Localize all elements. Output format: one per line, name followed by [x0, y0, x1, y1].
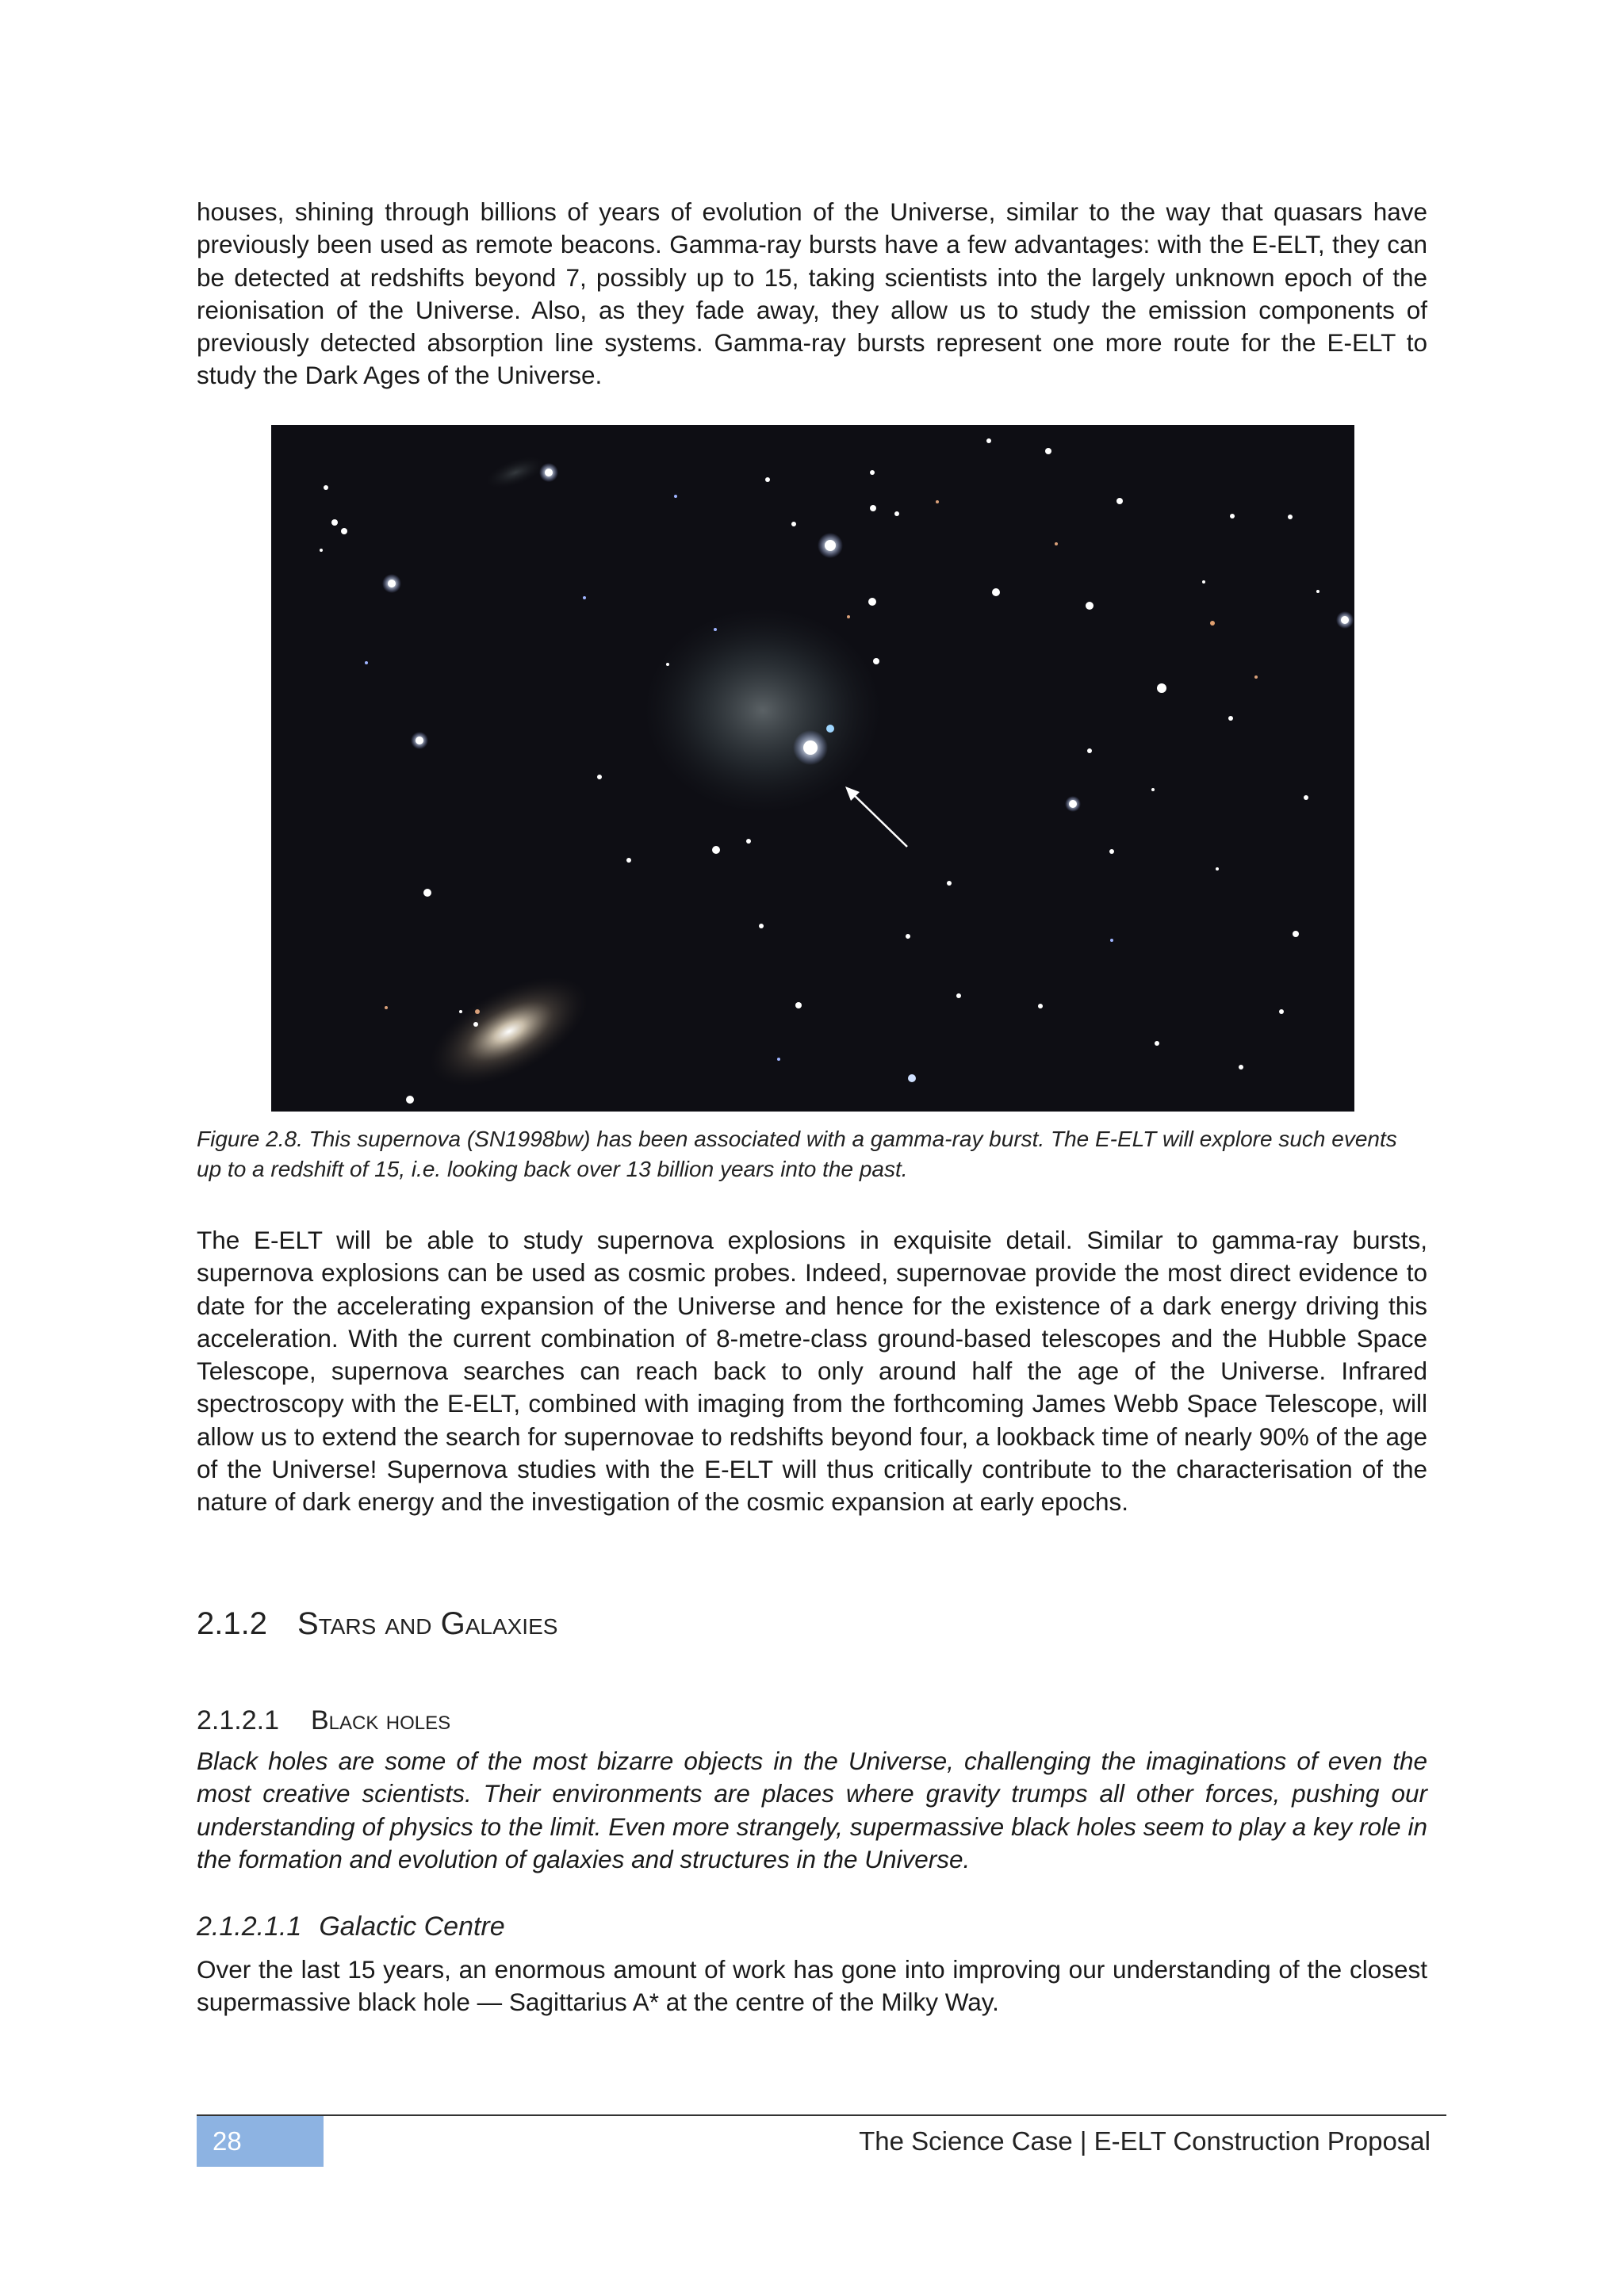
section-title: Stars and Galaxies — [297, 1606, 558, 1641]
paragraph-2-container — [197, 1224, 1427, 1519]
section-number: 2.1.2 — [197, 1606, 267, 1641]
host-galaxy — [644, 607, 882, 813]
paragraph-1-container — [197, 196, 1427, 392]
page-number: 28 — [213, 2126, 242, 2156]
figure-caption: Figure 2.8. This supernova (SN1998bw) has been associated with a gamma-ray burst. The E-ELT will explore such events up to a redshift of 15, i.e. looking back over 13 billion years into the past. — [197, 1127, 1397, 1181]
intro-paragraph-container — [197, 1745, 1427, 1876]
subsection-title: Black holes — [310, 1705, 451, 1735]
body-paragraph: The E-ELT will be able to study supernova explosions in exquisite detail. Similar to gamma-ray bursts, supernova explosions can be used as cosmic probes. Indeed, supernovae provide the most direct evidence to date for the accelerating expansion of the Universe and hence for the existence of a dark energy driving this acceleration. With the current combination of 8-metre-class ground-based telescopes and the Hubble Space Telescope, supernova searches can reach back to only around half the age of the Universe. Infrared spectroscopy with the E-ELT, combined with imaging from the forthcoming James Webb Space Telescope, will allow us to extend the search for supernovae to redshifts beyond four, a lookback time of nearly 90% of the age of the Universe! Supernova studies with the E-ELT will thus critically contribute to the characterisation of the nature of dark energy and the investigation of the cosmic expansion at early epochs. — [197, 1226, 1427, 1517]
supernova-sn1998bw — [803, 740, 818, 755]
intro-paragraph: Black holes are some of the most bizarre objects in the Universe, challenging the imaginations of even the most creative scientists. Their environments are places where gravity trumps all other forces, pushing our understanding of physics to the limit. Even more strangely, supermassive black holes seem to play a key role in the formation and evolution of galaxies and structures in the Universe. — [197, 1747, 1427, 1873]
subsubsection-number: 2.1.2.1.1 — [197, 1911, 302, 1942]
subsection-heading — [197, 1703, 450, 1738]
body-paragraph: houses, shining through billions of years of evolution of the Universe, similar to the way that quasars have previously been used as remote beacons. Gamma-ray bursts have a few advantages: with the E-ELT, they can be detected at redshifts beyond 7, possibly up to 15, taking scientists into the largely unknown epoch of the reionisation of the Universe. Also, as they fade away, they allow us to study the emission components of previously detected absorption line systems. Gamma-ray bursts represent one more route for the E-ELT to study the Dark Ages of the Universe. — [197, 197, 1427, 390]
section-heading — [197, 1603, 557, 1644]
subsubsection-heading — [197, 1909, 505, 1944]
paragraph-3-container — [197, 1954, 1427, 2019]
star-field-image — [271, 425, 1354, 1112]
running-footer-title: The Science Case | E-ELT Construction Proposal — [859, 2126, 1431, 2156]
subsection-number: 2.1.2.1 — [197, 1705, 279, 1735]
subsubsection-title: Galactic Centre — [319, 1911, 505, 1942]
footer-rule — [197, 2114, 1446, 2116]
supernova-photograph — [271, 425, 1354, 1112]
body-paragraph: Over the last 15 years, an enormous amount of work has gone into improving our understanding of the closest supermassive black hole — Sagittarius A* at the centre of the Milky Way. — [197, 1955, 1427, 2017]
